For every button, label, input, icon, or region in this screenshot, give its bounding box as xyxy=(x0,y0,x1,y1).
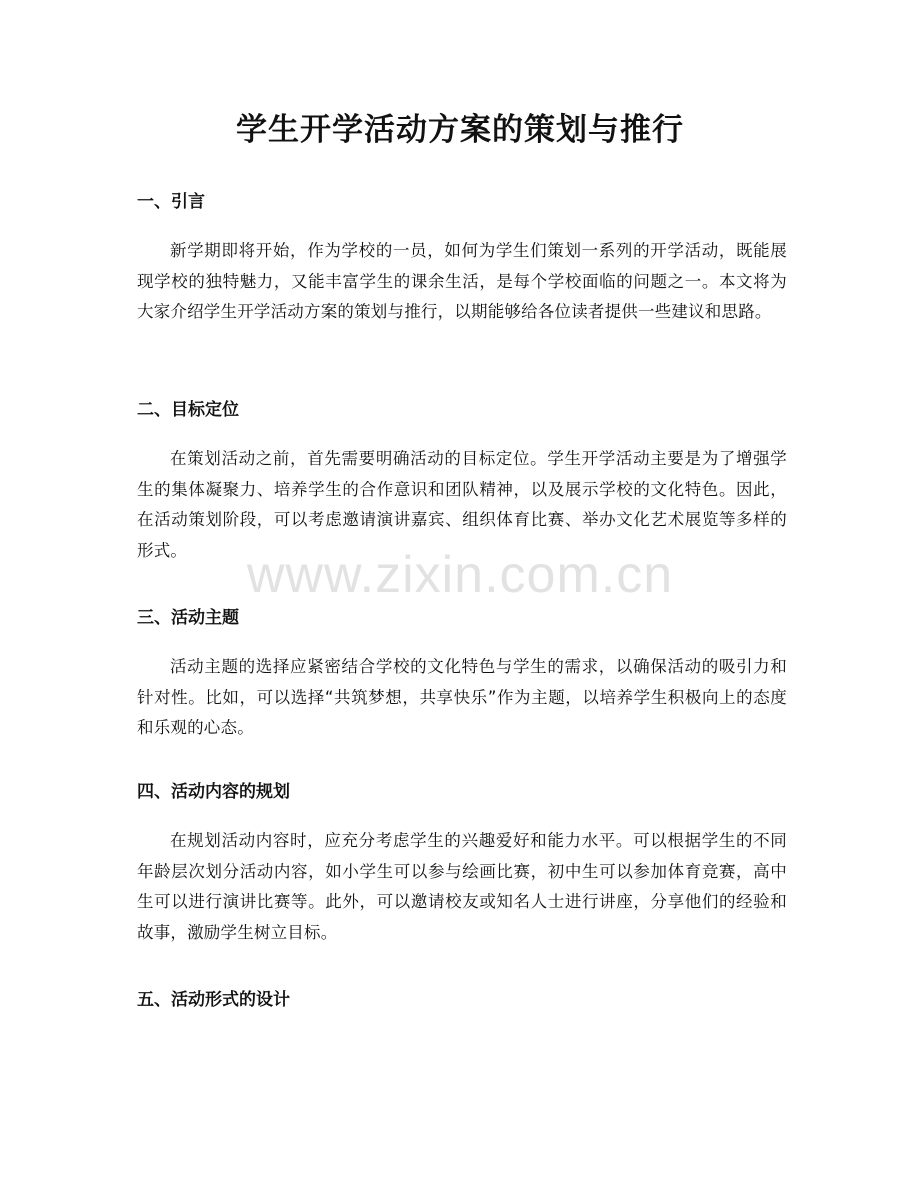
section-paragraph-goal: 在策划活动之前，首先需要明确活动的目标定位。学生开学活动主要是为了增强学生的集体凝聚力、培养学生的合作意识和团队精神，以及展示学校的文化特色。因此，在活动策划阶段，可以考虑邀请演讲嘉宾、组织体育比赛、举办文化艺术展览等多样的形式。 xyxy=(137,449,787,560)
section-paragraph-introduction: 新学期即将开始，作为学校的一员，如何为学生们策划一系列的开学活动，既能展现学校的独特魅力，又能丰富学生的课余生活，是每个学校面临的问题之一。本文将为大家介绍学生开学活动方案的策划与推行，以期能够给各位读者提供一些建议和思路。 xyxy=(137,241,787,321)
section-heading-theme: 三、活动主题 xyxy=(137,608,239,628)
section-heading-introduction: 一、引言 xyxy=(137,192,205,212)
section-heading-goal: 二、目标定位 xyxy=(137,400,239,420)
section-heading-content-planning: 四、活动内容的规划 xyxy=(137,782,290,802)
section-paragraph-content-planning: 在规划活动内容时，应充分考虑学生的兴趣爱好和能力水平。可以根据学生的不同年龄层次划分活动内容，如小学生可以参与绘画比赛，初中生可以参加体育竞赛，高中生可以进行演讲比赛等。此外，可以邀请校友或知名人士进行讲座，分享他们的经验和故事，激励学生树立目标。 xyxy=(137,831,787,942)
section-paragraph-theme: 活动主题的选择应紧密结合学校的文化特色与学生的需求，以确保活动的吸引力和针对性。比如，可以选择“共筑梦想，共享快乐”作为主题，以培养学生积极向上的态度和乐观的心态。 xyxy=(137,657,787,737)
document-title: 学生开学活动方案的策划与推行 xyxy=(236,112,684,148)
section-heading-format-design: 五、活动形式的设计 xyxy=(137,990,290,1010)
watermark: www.zixin.com.cn xyxy=(246,546,674,604)
